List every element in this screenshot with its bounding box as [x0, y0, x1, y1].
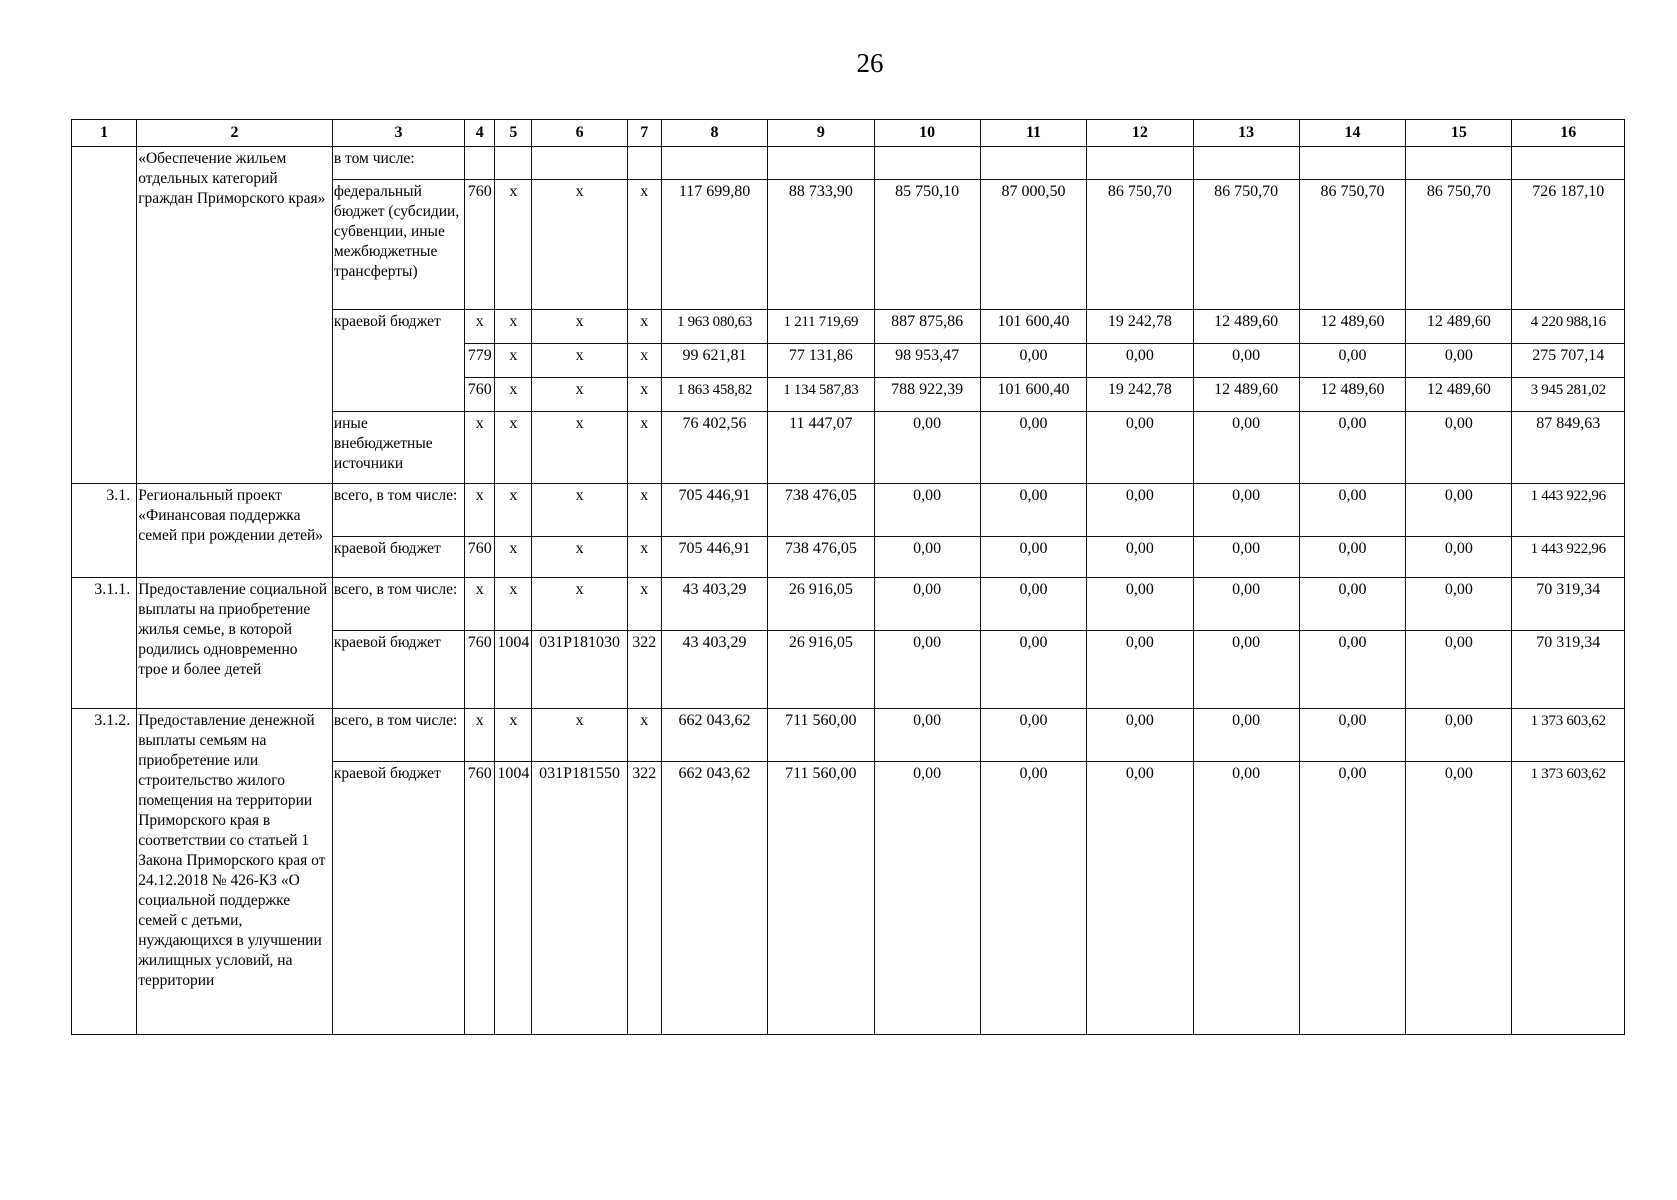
header-cell: 10 — [874, 120, 980, 147]
row-name: Региональный проект «Финансовая поддержка семей при рождении детей» — [137, 484, 333, 578]
value-cell — [1087, 147, 1193, 180]
code-target-cell: x — [532, 709, 627, 762]
header-cell: 11 — [980, 120, 1086, 147]
code-section-cell: 1004 — [495, 762, 532, 1035]
code-section-cell: x — [495, 378, 532, 412]
code-target-cell: x — [532, 484, 627, 537]
value-cell: 711 560,00 — [768, 709, 874, 762]
code-type-cell: x — [627, 578, 661, 631]
code-type-cell: x — [627, 537, 661, 578]
header-cell: 5 — [495, 120, 532, 147]
row-name: Предоставление социальной выплаты на приобретение жилья семье, в которой родились одновременно трое и более детей — [137, 578, 333, 709]
value-cell: 0,00 — [1299, 344, 1405, 378]
code-target-cell: 031Р181030 — [532, 631, 627, 709]
code-section-cell: x — [495, 578, 532, 631]
value-cell: 101 600,40 — [980, 310, 1086, 344]
value-cell: 738 476,05 — [768, 484, 874, 537]
header-row — [72, 120, 1625, 147]
value-cell: 117 699,80 — [661, 180, 767, 310]
value-cell: 43 403,29 — [661, 631, 767, 709]
table-row — [72, 578, 1625, 631]
value-cell: 0,00 — [980, 344, 1086, 378]
header-cell: 13 — [1193, 120, 1299, 147]
value-cell: 99 621,81 — [661, 344, 767, 378]
value-cell: 0,00 — [1193, 484, 1299, 537]
value-cell: 1 211 719,69 — [768, 310, 874, 344]
value-cell: 738 476,05 — [768, 537, 874, 578]
value-cell: 788 922,39 — [874, 378, 980, 412]
code-type-cell: 322 — [627, 631, 661, 709]
value-cell: 705 446,91 — [661, 537, 767, 578]
code-gr-cell: 760 — [465, 631, 495, 709]
value-cell — [980, 147, 1086, 180]
value-cell: 88 733,90 — [768, 180, 874, 310]
code-gr-cell: x — [465, 578, 495, 631]
row-number: 3.1. — [72, 484, 137, 578]
header-cell: 7 — [627, 120, 661, 147]
value-cell: 19 242,78 — [1087, 378, 1193, 412]
value-cell: 0,00 — [1406, 412, 1512, 484]
value-cell: 0,00 — [1193, 537, 1299, 578]
value-cell: 1 373 603,62 — [1512, 709, 1625, 762]
value-cell: 0,00 — [874, 762, 980, 1035]
row-number: 3.1.2. — [72, 709, 137, 1035]
code-section-cell: x — [495, 412, 532, 484]
header-cell: 16 — [1512, 120, 1625, 147]
value-cell: 0,00 — [874, 484, 980, 537]
code-type-cell: x — [627, 378, 661, 412]
value-cell: 12 489,60 — [1299, 310, 1405, 344]
value-cell: 0,00 — [980, 484, 1086, 537]
value-cell: 26 916,05 — [768, 631, 874, 709]
budget-table — [71, 119, 1625, 1035]
value-cell: 86 750,70 — [1193, 180, 1299, 310]
code-target-cell — [532, 147, 627, 180]
value-cell: 77 131,86 — [768, 344, 874, 378]
header-cell: 14 — [1299, 120, 1405, 147]
code-gr-cell: 760 — [465, 762, 495, 1035]
row-number — [72, 147, 137, 484]
code-type-cell: 322 — [627, 762, 661, 1035]
code-section-cell: x — [495, 537, 532, 578]
source-cell: всего, в том числе: — [332, 709, 464, 762]
value-cell: 0,00 — [1406, 709, 1512, 762]
value-cell: 0,00 — [1406, 344, 1512, 378]
value-cell: 86 750,70 — [1087, 180, 1193, 310]
value-cell: 662 043,62 — [661, 762, 767, 1035]
code-target-cell: x — [532, 180, 627, 310]
source-cell: федеральный бюджет (субсидии, субвенции, иные межбюджетные трансферты) — [332, 180, 464, 310]
code-type-cell: x — [627, 484, 661, 537]
value-cell: 0,00 — [1299, 709, 1405, 762]
header-cell: 6 — [532, 120, 627, 147]
code-section-cell: x — [495, 310, 532, 344]
value-cell: 98 953,47 — [874, 344, 980, 378]
value-cell: 12 489,60 — [1193, 378, 1299, 412]
value-cell: 0,00 — [1087, 631, 1193, 709]
row-name: Предоставление денежной выплаты семьям на приобретение или строительство жилого помещения на территории Приморского края в соответствии со статьей 1 Закона Приморского края от 24.12.2018 № 426-КЗ «О социальной поддержке семей с детьми, нуждающихся в улучшении жилищных условий, на территории — [137, 709, 333, 1035]
value-cell: 711 560,00 — [768, 762, 874, 1035]
value-cell: 0,00 — [874, 537, 980, 578]
value-cell: 86 750,70 — [1406, 180, 1512, 310]
code-type-cell — [627, 147, 661, 180]
value-cell: 1 443 922,96 — [1512, 537, 1625, 578]
code-gr-cell: 760 — [465, 378, 495, 412]
value-cell: 0,00 — [1087, 484, 1193, 537]
header-cell: 2 — [137, 120, 333, 147]
code-target-cell: x — [532, 578, 627, 631]
code-gr-cell — [465, 147, 495, 180]
value-cell: 0,00 — [1406, 578, 1512, 631]
code-section-cell: x — [495, 709, 532, 762]
value-cell: 1 134 587,83 — [768, 378, 874, 412]
code-type-cell: x — [627, 310, 661, 344]
value-cell — [1406, 147, 1512, 180]
value-cell: 76 402,56 — [661, 412, 767, 484]
source-cell: краевой бюджет — [332, 537, 464, 578]
value-cell: 0,00 — [1299, 578, 1405, 631]
value-cell: 0,00 — [1299, 484, 1405, 537]
code-target-cell: x — [532, 378, 627, 412]
value-cell: 0,00 — [980, 412, 1086, 484]
source-cell: краевой бюджет — [332, 762, 464, 1035]
row-name: «Обеспечение жильем отдельных категорий граждан Приморского края» — [137, 147, 333, 484]
table-row — [72, 709, 1625, 762]
value-cell: 0,00 — [1193, 631, 1299, 709]
value-cell: 0,00 — [1193, 344, 1299, 378]
code-gr-cell: 760 — [465, 180, 495, 310]
code-section-cell: x — [495, 180, 532, 310]
value-cell: 101 600,40 — [980, 378, 1086, 412]
value-cell: 0,00 — [1087, 537, 1193, 578]
value-cell: 0,00 — [980, 762, 1086, 1035]
value-cell: 0,00 — [874, 578, 980, 631]
value-cell: 1 373 603,62 — [1512, 762, 1625, 1035]
value-cell: 12 489,60 — [1406, 310, 1512, 344]
value-cell: 0,00 — [1406, 484, 1512, 537]
value-cell: 0,00 — [1193, 412, 1299, 484]
code-target-cell: x — [532, 412, 627, 484]
code-target-cell: 031Р181550 — [532, 762, 627, 1035]
value-cell — [768, 147, 874, 180]
value-cell: 705 446,91 — [661, 484, 767, 537]
header-cell: 3 — [332, 120, 464, 147]
value-cell: 85 750,10 — [874, 180, 980, 310]
value-cell — [1193, 147, 1299, 180]
code-gr-cell: x — [465, 484, 495, 537]
value-cell: 12 489,60 — [1299, 378, 1405, 412]
header-cell: 12 — [1087, 120, 1193, 147]
value-cell: 1 443 922,96 — [1512, 484, 1625, 537]
code-target-cell: x — [532, 344, 627, 378]
value-cell: 0,00 — [1087, 344, 1193, 378]
value-cell: 0,00 — [1087, 762, 1193, 1035]
value-cell: 0,00 — [1087, 578, 1193, 631]
code-gr-cell: 760 — [465, 537, 495, 578]
row-number: 3.1.1. — [72, 578, 137, 709]
source-cell: краевой бюджет — [332, 631, 464, 709]
value-cell — [1512, 147, 1625, 180]
value-cell: 0,00 — [1299, 537, 1405, 578]
value-cell: 0,00 — [1193, 709, 1299, 762]
value-cell: 0,00 — [1406, 762, 1512, 1035]
value-cell: 0,00 — [980, 578, 1086, 631]
header-cell: 4 — [465, 120, 495, 147]
value-cell: 70 319,34 — [1512, 631, 1625, 709]
value-cell: 87 000,50 — [980, 180, 1086, 310]
value-cell: 3 945 281,02 — [1512, 378, 1625, 412]
code-section-cell: 1004 — [495, 631, 532, 709]
code-type-cell: x — [627, 709, 661, 762]
code-type-cell: x — [627, 180, 661, 310]
code-gr-cell: x — [465, 412, 495, 484]
value-cell: 0,00 — [1299, 762, 1405, 1035]
header-cell: 15 — [1406, 120, 1512, 147]
value-cell: 0,00 — [1193, 578, 1299, 631]
source-cell: всего, в том числе: — [332, 484, 464, 537]
value-cell: 0,00 — [874, 631, 980, 709]
value-cell: 4 220 988,16 — [1512, 310, 1625, 344]
value-cell: 0,00 — [1299, 412, 1405, 484]
value-cell: 0,00 — [1406, 537, 1512, 578]
value-cell: 19 242,78 — [1087, 310, 1193, 344]
source-cell: краевой бюджет — [332, 310, 464, 412]
header-cell: 9 — [768, 120, 874, 147]
value-cell: 887 875,86 — [874, 310, 980, 344]
code-section-cell — [495, 147, 532, 180]
value-cell: 12 489,60 — [1406, 378, 1512, 412]
code-gr-cell: x — [465, 709, 495, 762]
header-cell: 1 — [72, 120, 137, 147]
code-gr-cell: x — [465, 310, 495, 344]
code-gr-cell: 779 — [465, 344, 495, 378]
value-cell: 662 043,62 — [661, 709, 767, 762]
table-row — [72, 484, 1625, 537]
value-cell: 11 447,07 — [768, 412, 874, 484]
value-cell: 0,00 — [1406, 631, 1512, 709]
value-cell: 726 187,10 — [1512, 180, 1625, 310]
value-cell: 43 403,29 — [661, 578, 767, 631]
code-section-cell: x — [495, 344, 532, 378]
table-row — [72, 147, 1625, 180]
value-cell: 0,00 — [980, 631, 1086, 709]
source-cell: в том числе: — [332, 147, 464, 180]
code-section-cell: x — [495, 484, 532, 537]
value-cell: 0,00 — [980, 709, 1086, 762]
value-cell: 86 750,70 — [1299, 180, 1405, 310]
source-cell: иные внебюджетные источники — [332, 412, 464, 484]
value-cell: 26 916,05 — [768, 578, 874, 631]
value-cell — [874, 147, 980, 180]
value-cell: 0,00 — [1193, 762, 1299, 1035]
value-cell: 70 319,34 — [1512, 578, 1625, 631]
value-cell: 275 707,14 — [1512, 344, 1625, 378]
code-target-cell: x — [532, 310, 627, 344]
value-cell: 12 489,60 — [1193, 310, 1299, 344]
page-number: 26 — [856, 48, 884, 78]
code-type-cell: x — [627, 412, 661, 484]
value-cell: 0,00 — [874, 412, 980, 484]
code-type-cell: x — [627, 344, 661, 378]
value-cell: 0,00 — [1087, 412, 1193, 484]
source-cell: всего, в том числе: — [332, 578, 464, 631]
value-cell — [1299, 147, 1405, 180]
value-cell: 0,00 — [1299, 631, 1405, 709]
value-cell: 0,00 — [874, 709, 980, 762]
value-cell — [661, 147, 767, 180]
value-cell: 1 863 458,82 — [661, 378, 767, 412]
header-cell: 8 — [661, 120, 767, 147]
value-cell: 0,00 — [1087, 709, 1193, 762]
code-target-cell: x — [532, 537, 627, 578]
value-cell: 87 849,63 — [1512, 412, 1625, 484]
value-cell: 0,00 — [980, 537, 1086, 578]
value-cell: 1 963 080,63 — [661, 310, 767, 344]
